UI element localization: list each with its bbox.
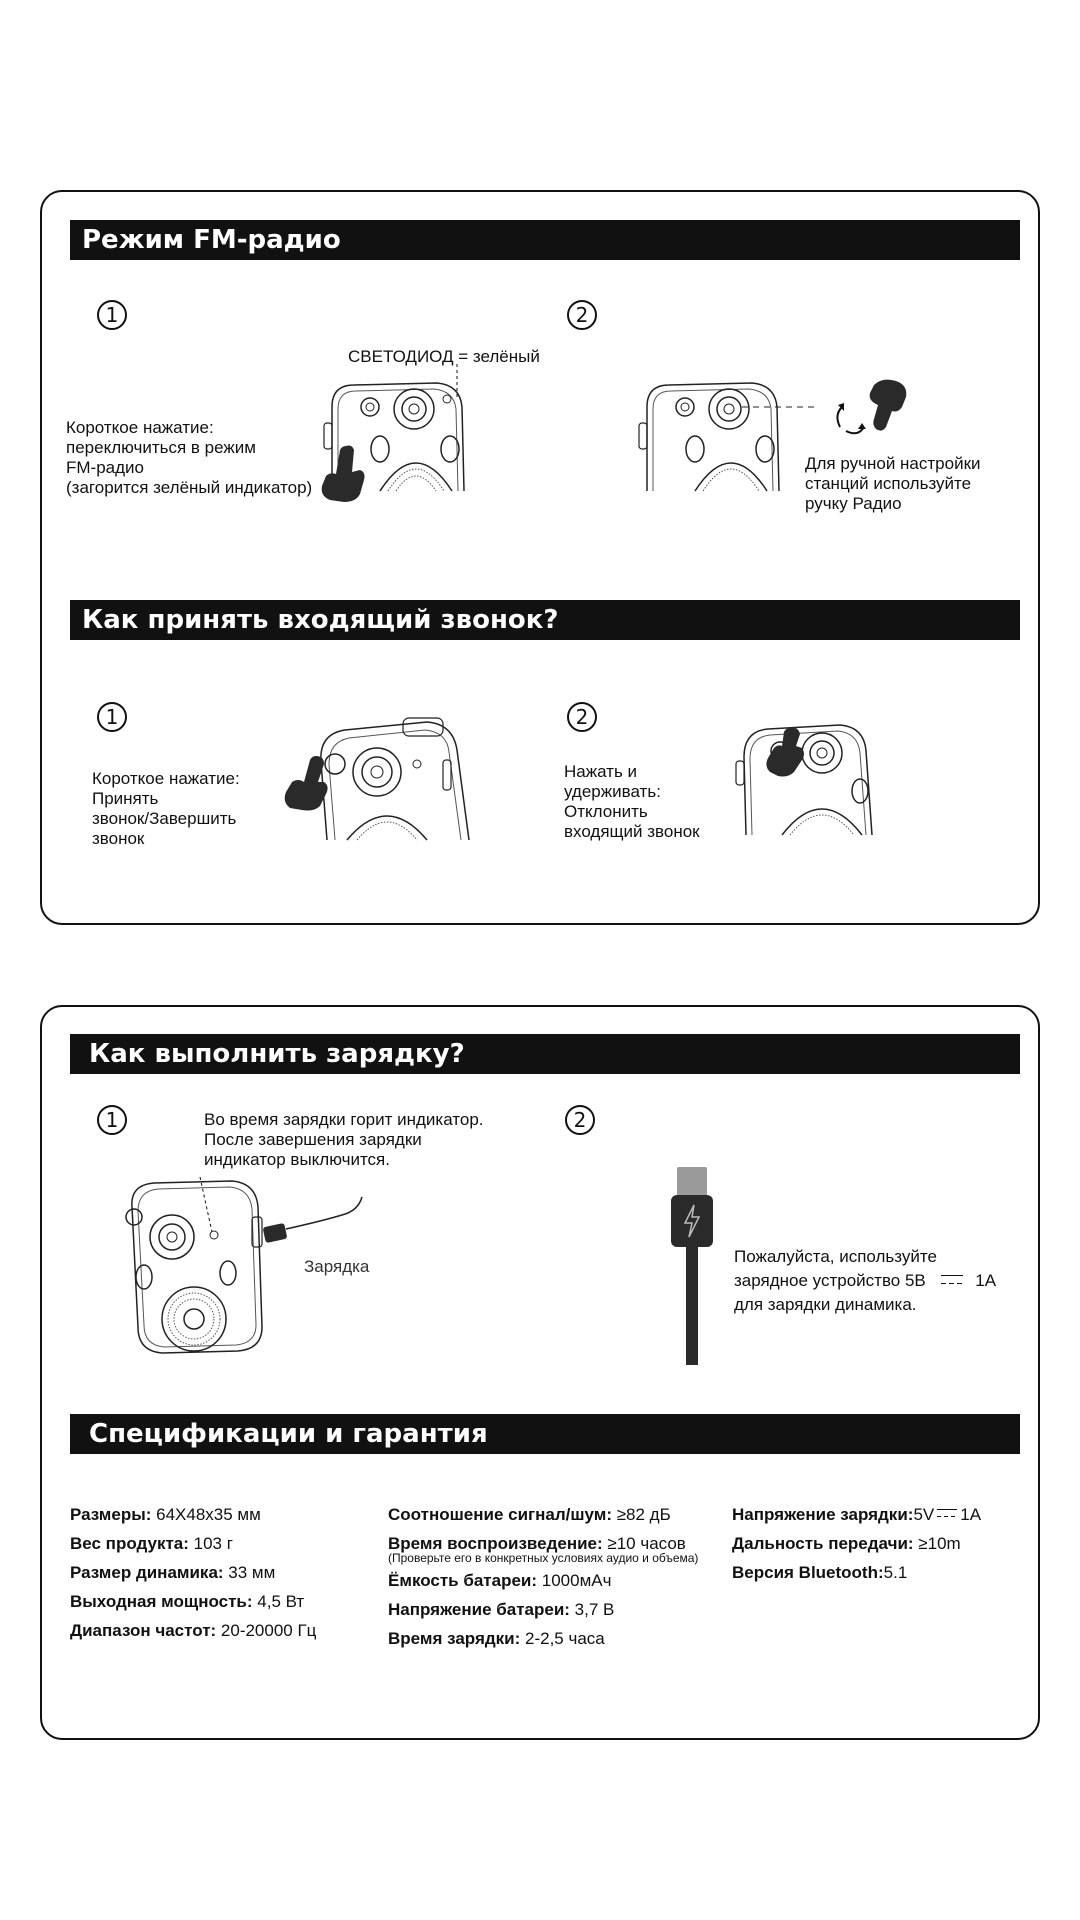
speaker-charging-illustration	[122, 1177, 402, 1377]
spec-row	[732, 1500, 981, 1529]
spec-value: ≥82 дБ	[612, 1505, 671, 1524]
fm-right-instruction	[805, 454, 981, 514]
text-line: Для ручной настройки	[805, 454, 981, 473]
hand-pointer-icon	[760, 724, 810, 779]
spec-label: Ёмкость батареи:	[388, 1571, 538, 1590]
led-pointer-line	[42, 192, 52, 202]
spec-label: Размер динамика:	[70, 1563, 224, 1582]
text-line: Во время зарядки горит индикатор.	[204, 1110, 484, 1129]
spec-value: 2-2,5 часа	[520, 1629, 605, 1648]
charger-advice	[734, 1245, 996, 1317]
dc-symbol-icon	[941, 1275, 963, 1284]
current-value: 1А	[975, 1271, 997, 1290]
spec-label: Диапазон частот:	[70, 1621, 217, 1640]
text-line: станций используйте	[805, 474, 972, 493]
text-line: переключиться в режим	[66, 438, 256, 457]
spec-label: Соотношение сигнал/шум:	[388, 1505, 612, 1524]
text-line: (загорится зелёный индикатор)	[66, 478, 313, 497]
hand-pointer-icon	[280, 752, 330, 812]
spec-value: ≥10 часов	[602, 1534, 686, 1553]
spec-label: Время зарядки:	[388, 1629, 521, 1648]
text-line: звонок/Завершить	[92, 809, 237, 828]
hand-pointer-icon	[862, 377, 912, 432]
spec-row	[388, 1566, 698, 1595]
spec-value: 5V	[913, 1505, 935, 1524]
usb-c-cable-icon	[669, 1167, 719, 1367]
spec-row	[70, 1529, 316, 1558]
step-number: 2	[567, 702, 597, 732]
spec-row	[70, 1500, 316, 1529]
text-line: удерживать:	[564, 782, 661, 801]
text-line: ручку Радио	[805, 494, 902, 513]
spec-label: Размеры:	[70, 1505, 152, 1524]
text-line: FM-радио	[66, 458, 144, 477]
spec-value: 64X48x35 мм	[151, 1505, 261, 1524]
text-line: входящий звонок	[564, 822, 700, 841]
spec-value-suffix: 1A	[960, 1505, 982, 1524]
speaker-illustration	[307, 712, 507, 842]
step-number: 2	[567, 300, 597, 330]
step-number: 2	[565, 1105, 595, 1135]
led-label: СВЕТОДИОД = зелёный	[348, 347, 540, 366]
section-title-specifications: Спецификации и гарантия	[70, 1414, 1020, 1454]
spec-column-3	[732, 1500, 981, 1587]
spec-row	[388, 1624, 698, 1653]
call-left-instruction	[92, 769, 240, 849]
hand-pointer-icon	[316, 442, 366, 502]
spec-value: 103 г	[188, 1534, 233, 1553]
step-number: 1	[97, 1105, 127, 1135]
spec-label: Напряжение зарядки:	[732, 1505, 914, 1524]
spec-column-1	[70, 1500, 316, 1645]
spec-label: Версия Bluetooth:	[732, 1563, 884, 1582]
text-line: После завершения зарядки	[204, 1130, 422, 1149]
spec-value: 20-20000 Гц	[216, 1621, 317, 1640]
spec-row	[70, 1587, 316, 1616]
fm-left-instruction	[66, 418, 312, 498]
spec-value: 1000мАч	[537, 1571, 612, 1590]
spec-row	[388, 1500, 698, 1529]
spec-label: Дальность передачи:	[732, 1534, 914, 1553]
section-title-fm-radio: Режим FM-радио	[70, 220, 1020, 260]
spec-row	[732, 1558, 981, 1587]
charging-indicator-note	[204, 1110, 484, 1170]
section-title-charging: Как выполнить зарядку?	[70, 1034, 1020, 1074]
speaker-illustration	[732, 717, 912, 837]
spec-value: 5.1	[883, 1563, 908, 1582]
text-line: для зарядки динамика.	[734, 1295, 917, 1314]
dc-symbol-icon	[937, 1509, 957, 1517]
text-line: звонок	[92, 829, 145, 848]
text-line: Отклонить	[564, 802, 648, 821]
spec-label: Напряжение батареи:	[388, 1600, 570, 1619]
cable-label: Зарядка	[304, 1257, 370, 1276]
text-line-part: зарядное устройство 5В	[734, 1271, 926, 1290]
text-line: индикатор выключится.	[204, 1150, 390, 1169]
spec-value: 4,5 Вт	[252, 1592, 305, 1611]
spec-note: (Проверьте его в конкретных условиях аудио и объема)	[388, 1551, 699, 1565]
text-line: Нажать и	[564, 762, 638, 781]
step-number: 1	[97, 702, 127, 732]
text-line: Пожалуйста, используйте	[734, 1247, 937, 1266]
spec-value: 33 мм	[223, 1563, 276, 1582]
spec-label: Вес продукта:	[70, 1534, 189, 1553]
text-line	[734, 1269, 996, 1293]
text-line: Короткое нажатие:	[92, 769, 240, 788]
spec-row	[70, 1558, 316, 1587]
spec-row	[388, 1595, 698, 1624]
spec-label: Время воспроизведение:	[388, 1534, 603, 1553]
spec-value: 3,7 В	[569, 1600, 615, 1619]
spec-row	[70, 1616, 316, 1645]
call-right-instruction	[564, 762, 700, 842]
text-line: Принять	[92, 789, 159, 808]
step-number: 1	[97, 300, 127, 330]
spec-value: ≥10m	[913, 1534, 961, 1553]
spec-label: Выходная мощность:	[70, 1592, 253, 1611]
section-title-incoming-call: Как принять входящий звонок?	[70, 600, 1020, 640]
instruction-card-bottom	[40, 1005, 1040, 1740]
spec-row	[732, 1529, 981, 1558]
text-line: Короткое нажатие:	[66, 418, 214, 437]
instruction-card-top	[40, 190, 1040, 925]
spec-column-2	[388, 1500, 698, 1653]
